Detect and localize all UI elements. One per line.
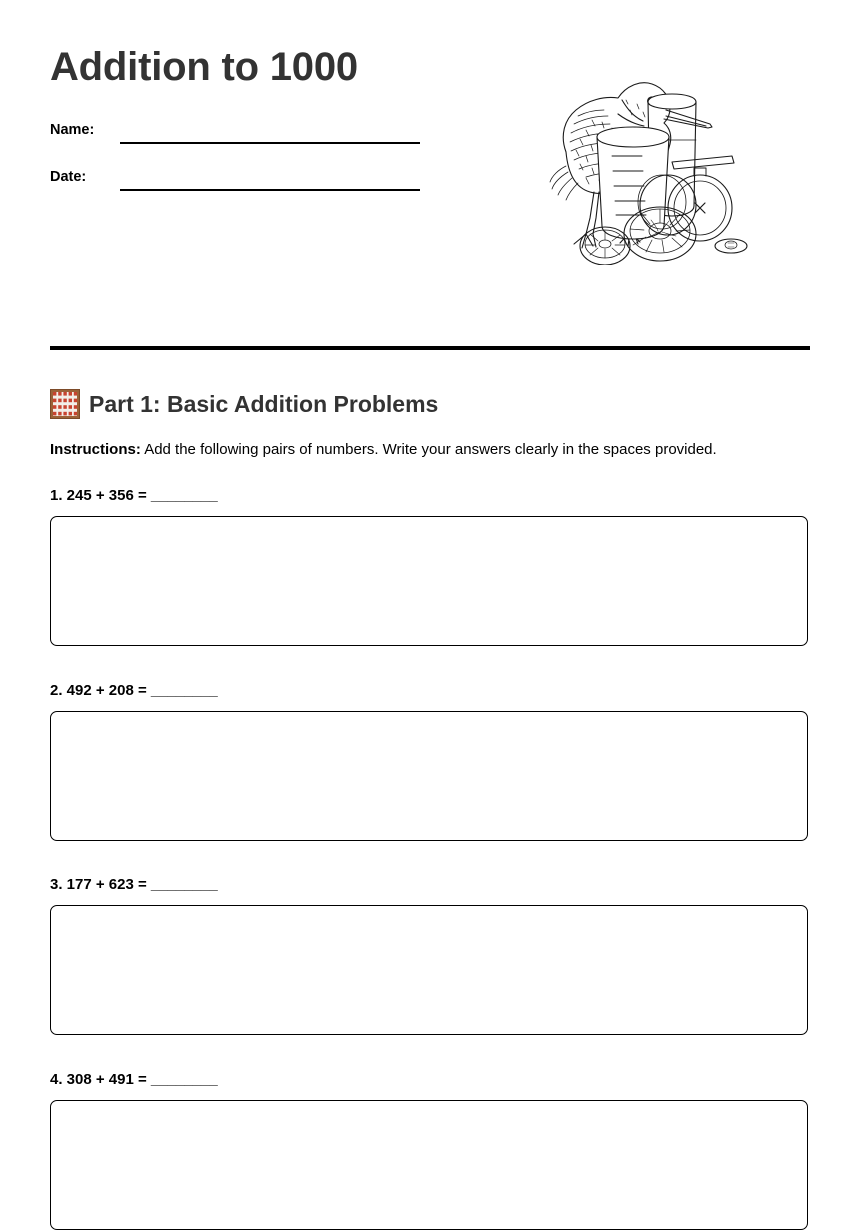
date-label: Date: <box>50 169 87 185</box>
problem-statement: 4. 308 + 491 = ________ <box>50 1071 218 1088</box>
problem-statement: 3. 177 + 623 = ________ <box>50 876 218 893</box>
section-heading <box>50 388 438 420</box>
problem-item <box>50 486 810 646</box>
instructions <box>50 440 810 460</box>
name-label: Name: <box>50 122 95 138</box>
answer-work-box[interactable] <box>50 905 808 1035</box>
name-input-line[interactable] <box>120 142 420 144</box>
problem-item <box>50 681 810 841</box>
problem-item <box>50 875 810 1035</box>
answer-work-box[interactable] <box>50 711 808 841</box>
date-input-line[interactable] <box>120 189 420 191</box>
problem-item <box>50 1070 810 1230</box>
instructions-label: Instructions: <box>50 441 141 458</box>
answer-work-box[interactable] <box>50 1100 808 1230</box>
problem-statement: 1. 245 + 356 = ________ <box>50 487 218 504</box>
section-heading-label: Part 1: Basic Addition Problems <box>89 391 439 417</box>
page-title: Addition to 1000 <box>50 45 358 89</box>
problem-statement: 2. 492 + 208 = ________ <box>50 682 218 699</box>
date-field-row <box>50 167 430 193</box>
answer-work-box[interactable] <box>50 516 808 646</box>
instructions-text: Add the following pairs of numbers. Write your answers clearly in the spaces provided. <box>144 441 717 458</box>
kiwi-illustration <box>500 40 760 265</box>
section-divider <box>50 346 810 350</box>
abacus-icon <box>50 389 80 419</box>
name-field-row <box>50 120 430 146</box>
